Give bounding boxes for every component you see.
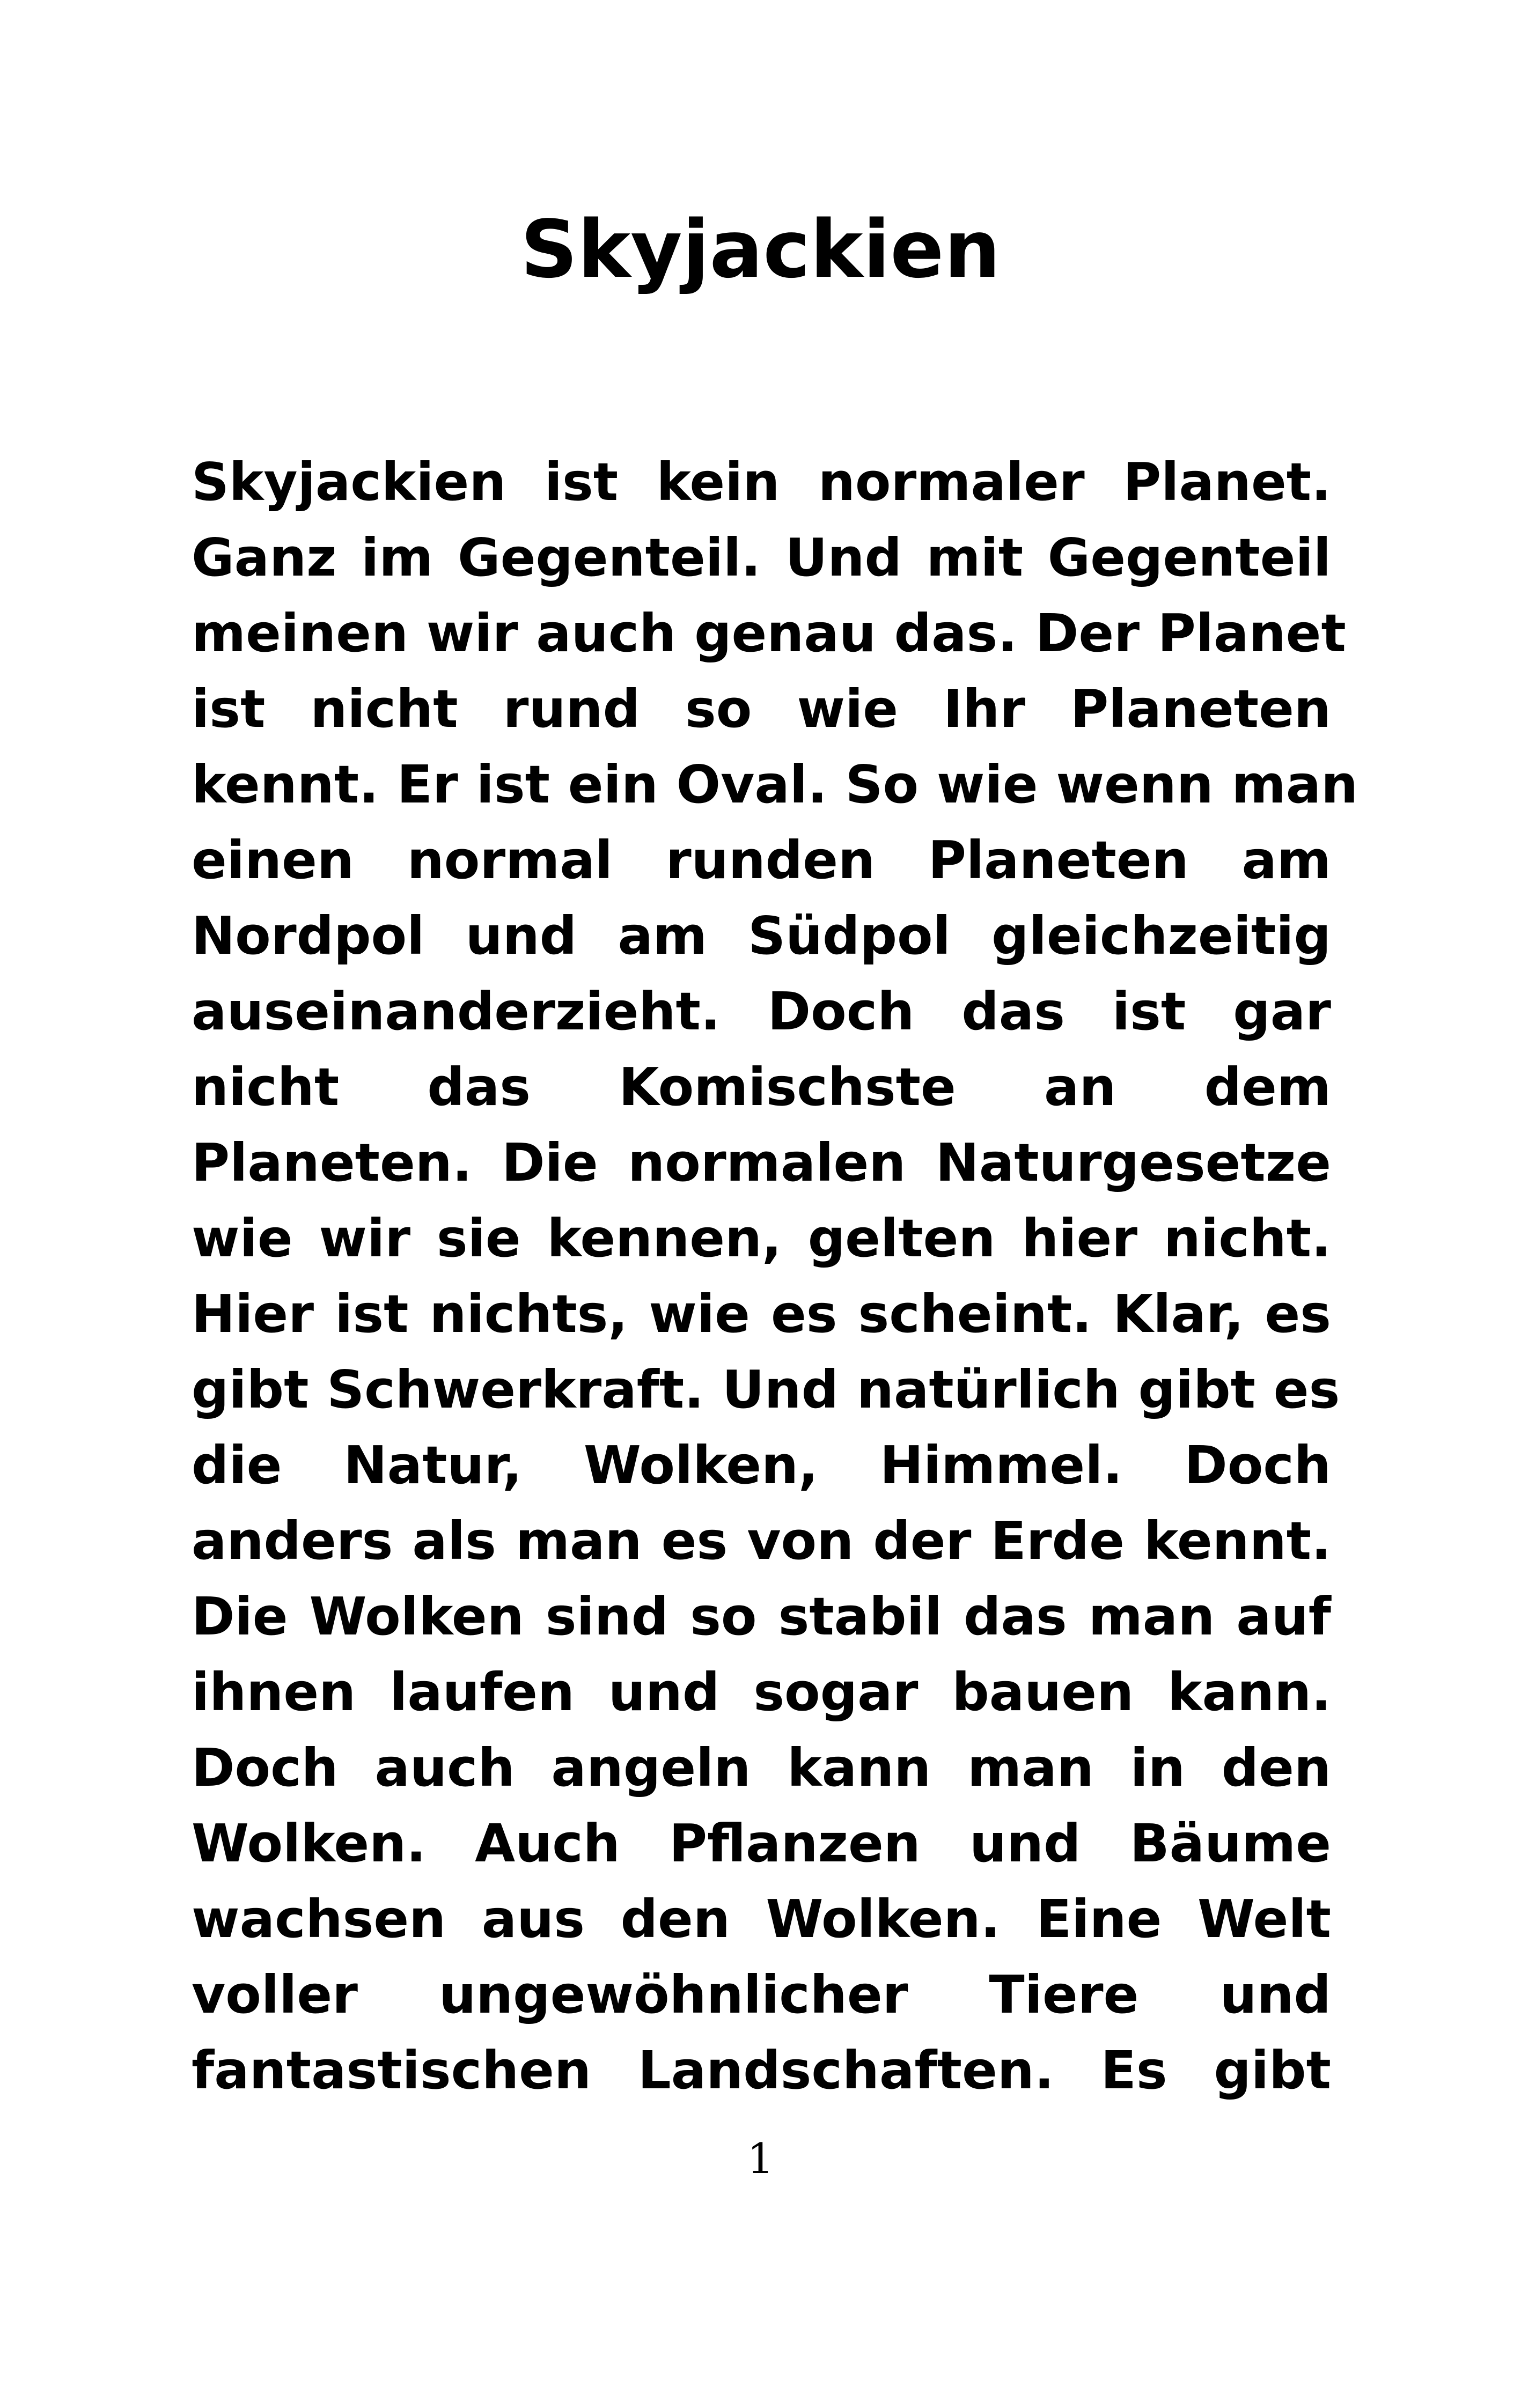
text-line: Ganz im Gegenteil. Und mit Gegenteil [192,527,1331,588]
text-line: Die Wolken sind so stabil das man auf [192,1586,1331,1647]
text-line: Nordpol und am Südpol gleichzeitig [192,905,1331,966]
text-line: Hier ist nichts, wie es scheint. Klar, es [192,1284,1331,1344]
text-line: Wolken. Auch Pflanzen und Bäume [192,1813,1331,1874]
text-line: auseinanderzieht. Doch das ist gar [192,981,1331,1042]
text-line: gibt Schwerkraft. Und natürlich gibt es [192,1359,1340,1420]
body-text [192,444,1358,2108]
text-line: ist nicht rund so wie Ihr Planeten [192,679,1331,739]
text-line: die Natur, Wolken, Himmel. Doch [192,1435,1331,1496]
text-line: anders als man es von der Erde kennt. [192,1511,1331,1571]
text-line: voller ungewöhnlicher Tiere und [192,1964,1331,2025]
text-line: einen normal runden Planeten am [192,830,1331,890]
text-line: wie wir sie kennen, gelten hier nicht. [192,1208,1331,1269]
chapter-title: Skyjackien [520,203,1001,296]
text-line: Doch auch angeln kann man in den [192,1737,1331,1798]
text-line: ihnen laufen und sogar bauen kann. [192,1662,1331,1722]
text-line: nicht das Komischste an dem [192,1057,1331,1117]
page-number: 1 [747,2135,774,2183]
text-line: fantastischen Landschaften. Es gibt [192,2040,1331,2101]
text-line: Skyjackien ist kein normaler Planet. [192,452,1331,512]
text-line: meinen wir auch genau das. Der Planet [192,603,1346,664]
text-line: Planeten. Die normalen Naturgesetze [192,1132,1331,1193]
text-line: kennt. Er ist ein Oval. So wie wenn man [192,754,1358,815]
text-line: wachsen aus den Wolken. Eine Welt [192,1889,1331,1949]
